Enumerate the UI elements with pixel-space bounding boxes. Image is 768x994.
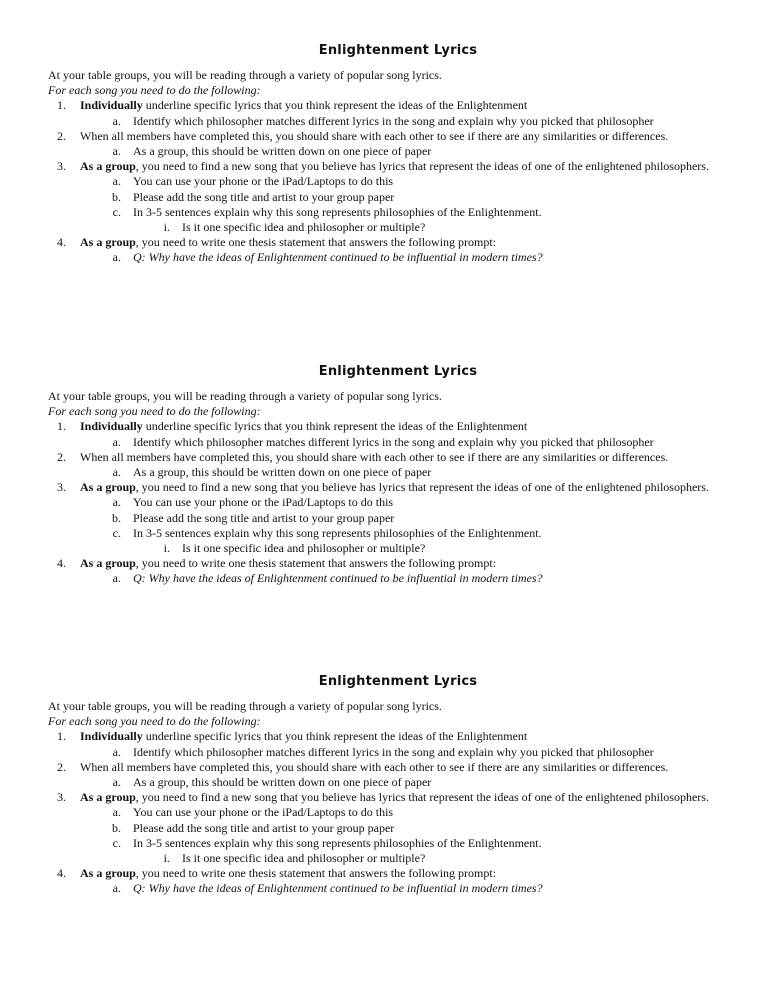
sub-item-text: Please add the song title and artist to your group paper <box>133 510 395 525</box>
sub-item-3b <box>48 190 748 205</box>
intro-text: At your table groups, you will be reading through a variety of popular song lyrics. <box>48 389 442 403</box>
sub-item-text: Identify which philosopher matches different lyrics in the song and explain why you picked that philosopher <box>133 744 654 759</box>
item-text: underline specific lyrics that you think represent the ideas of the Enlightenment <box>142 729 528 744</box>
sub-item-text: You can use your phone or the iPad/Laptops to do this <box>133 805 394 820</box>
sub-item-letter: a. <box>112 465 121 480</box>
item-bold-lead: Individually <box>80 98 143 113</box>
sub-item-letter: a. <box>112 434 121 449</box>
sub-item-3c <box>48 205 748 220</box>
item-bold-lead: Individually <box>80 419 143 434</box>
sub-item-letter: c. <box>112 525 121 540</box>
item-number: 1. <box>57 419 66 434</box>
worksheet-section-2 <box>48 363 748 587</box>
item-text: , you need to find a new song that you believe has lyrics that represent the ideas of one of the enlightened philosophers. <box>135 790 709 805</box>
sub-item-1a <box>48 435 748 450</box>
list-item-2 <box>48 760 748 775</box>
list-item-1 <box>48 98 748 113</box>
sub-item-3c <box>48 526 748 541</box>
item-bold-lead: As a group <box>80 235 136 250</box>
item-text: underline specific lyrics that you think represent the ideas of the Enlightenment <box>142 98 528 113</box>
sub-item-letter: a. <box>112 144 121 159</box>
item-text: When all members have completed this, you should share with each other to see if there are any similarities or differences. <box>80 759 669 774</box>
list-item-4 <box>48 866 748 881</box>
sub-item-text: You can use your phone or the iPad/Laptops to do this <box>133 495 394 510</box>
sub-item-3a <box>48 805 748 820</box>
list-item-2 <box>48 129 748 144</box>
prompt-question: Q: Why have the ideas of Enlightenment continued to be influential in modern times? <box>133 571 543 586</box>
list-item-4 <box>48 556 748 571</box>
sub-item-letter: a. <box>112 250 121 265</box>
item-bold-lead: As a group <box>80 790 136 805</box>
sub-item-text: Identify which philosopher matches different lyrics in the song and explain why you picked that philosopher <box>133 113 654 128</box>
sub-item-letter: c. <box>112 835 121 850</box>
item-text: underline specific lyrics that you think represent the ideas of the Enlightenment <box>142 419 528 434</box>
list-item-1 <box>48 419 748 434</box>
intro-text: At your table groups, you will be reading through a variety of popular song lyrics. <box>48 699 442 713</box>
sub-item-4a <box>48 881 748 896</box>
instruction-text: For each song you need to do the following: <box>48 83 261 98</box>
item-number: 4. <box>57 866 66 881</box>
instruction-text: For each song you need to do the following: <box>48 714 261 729</box>
item-text: , you need to write one thesis statement that answers the following prompt: <box>135 235 497 250</box>
item-bold-lead: As a group <box>80 480 136 495</box>
sub-item-2a <box>48 465 748 480</box>
sub-item-3c <box>48 836 748 851</box>
instruction-text: For each song you need to do the following: <box>48 404 261 419</box>
sub-item-letter: a. <box>112 495 121 510</box>
section-title: Enlightenment Lyrics <box>318 674 478 689</box>
sub-item-3b <box>48 821 748 836</box>
worksheet-section-3 <box>48 673 748 897</box>
sub-item-letter: a. <box>112 113 121 128</box>
item-number: 4. <box>57 556 66 571</box>
sub-item-text: As a group, this should be written down on one piece of paper <box>133 465 432 480</box>
sub-sub-item-numeral: i. <box>163 851 170 866</box>
item-bold-lead: As a group <box>80 159 136 174</box>
sub-sub-item-numeral: i. <box>163 220 170 235</box>
sub-item-text: As a group, this should be written down on one piece of paper <box>133 775 432 790</box>
list-item-3 <box>48 790 748 805</box>
item-text: , you need to find a new song that you believe has lyrics that represent the ideas of one of the enlightened philosophers. <box>135 480 709 495</box>
list-item-3 <box>48 480 748 495</box>
sub-item-letter: a. <box>112 775 121 790</box>
sub-item-2a <box>48 775 748 790</box>
sub-item-letter: a. <box>112 174 121 189</box>
sub-item-text: In 3-5 sentences explain why this song represents philosophies of the Enlightenment. <box>133 204 542 219</box>
sub-item-3a <box>48 174 748 189</box>
list-item-2 <box>48 450 748 465</box>
item-number: 2. <box>57 449 66 464</box>
item-bold-lead: As a group <box>80 866 136 881</box>
item-number: 2. <box>57 128 66 143</box>
intro-text: At your table groups, you will be reading through a variety of popular song lyrics. <box>48 68 442 82</box>
sub-item-text: In 3-5 sentences explain why this song represents philosophies of the Enlightenment. <box>133 835 542 850</box>
sub-sub-item-3ci <box>48 541 748 556</box>
item-number: 1. <box>57 98 66 113</box>
sub-item-letter: b. <box>112 820 121 835</box>
list-item-1 <box>48 729 748 744</box>
sub-item-letter: a. <box>112 881 121 896</box>
sub-item-text: Identify which philosopher matches different lyrics in the song and explain why you picked that philosopher <box>133 434 654 449</box>
item-number: 1. <box>57 729 66 744</box>
sub-item-letter: a. <box>112 571 121 586</box>
sub-item-1a <box>48 745 748 760</box>
prompt-question: Q: Why have the ideas of Enlightenment continued to be influential in modern times? <box>133 250 543 265</box>
prompt-question: Q: Why have the ideas of Enlightenment continued to be influential in modern times? <box>133 881 543 896</box>
list-item-4 <box>48 235 748 250</box>
sub-item-2a <box>48 144 748 159</box>
item-number: 3. <box>57 790 66 805</box>
sub-item-letter: b. <box>112 510 121 525</box>
item-text: , you need to write one thesis statement that answers the following prompt: <box>135 866 497 881</box>
sub-item-text: You can use your phone or the iPad/Laptops to do this <box>133 174 394 189</box>
sub-item-text: As a group, this should be written down on one piece of paper <box>133 144 432 159</box>
item-text: When all members have completed this, you should share with each other to see if there are any similarities or differences. <box>80 128 669 143</box>
sub-sub-item-text: Is it one specific idea and philosopher or multiple? <box>182 541 426 556</box>
sub-item-text: In 3-5 sentences explain why this song represents philosophies of the Enlightenment. <box>133 525 542 540</box>
item-bold-lead: Individually <box>80 729 143 744</box>
list-item-3 <box>48 159 748 174</box>
sub-item-3b <box>48 511 748 526</box>
sub-sub-item-3ci <box>48 220 748 235</box>
sub-item-4a <box>48 571 748 586</box>
sub-item-4a <box>48 250 748 265</box>
sub-sub-item-3ci <box>48 851 748 866</box>
item-text: When all members have completed this, you should share with each other to see if there are any similarities or differences. <box>80 449 669 464</box>
item-text: , you need to find a new song that you believe has lyrics that represent the ideas of one of the enlightened philosophers. <box>135 159 709 174</box>
section-title: Enlightenment Lyrics <box>318 364 478 379</box>
worksheet-section-1 <box>48 42 748 266</box>
sub-item-1a <box>48 114 748 129</box>
sub-item-letter: c. <box>112 204 121 219</box>
sub-item-letter: b. <box>112 189 121 204</box>
item-number: 2. <box>57 759 66 774</box>
sub-item-text: Please add the song title and artist to your group paper <box>133 820 395 835</box>
section-title: Enlightenment Lyrics <box>318 43 478 58</box>
item-text: , you need to write one thesis statement that answers the following prompt: <box>135 556 497 571</box>
item-number: 3. <box>57 480 66 495</box>
item-number: 3. <box>57 159 66 174</box>
sub-sub-item-text: Is it one specific idea and philosopher or multiple? <box>182 851 426 866</box>
sub-sub-item-text: Is it one specific idea and philosopher or multiple? <box>182 220 426 235</box>
sub-item-3a <box>48 495 748 510</box>
item-bold-lead: As a group <box>80 556 136 571</box>
sub-sub-item-numeral: i. <box>163 541 170 556</box>
sub-item-letter: a. <box>112 805 121 820</box>
sub-item-letter: a. <box>112 744 121 759</box>
item-number: 4. <box>57 235 66 250</box>
sub-item-text: Please add the song title and artist to your group paper <box>133 189 395 204</box>
